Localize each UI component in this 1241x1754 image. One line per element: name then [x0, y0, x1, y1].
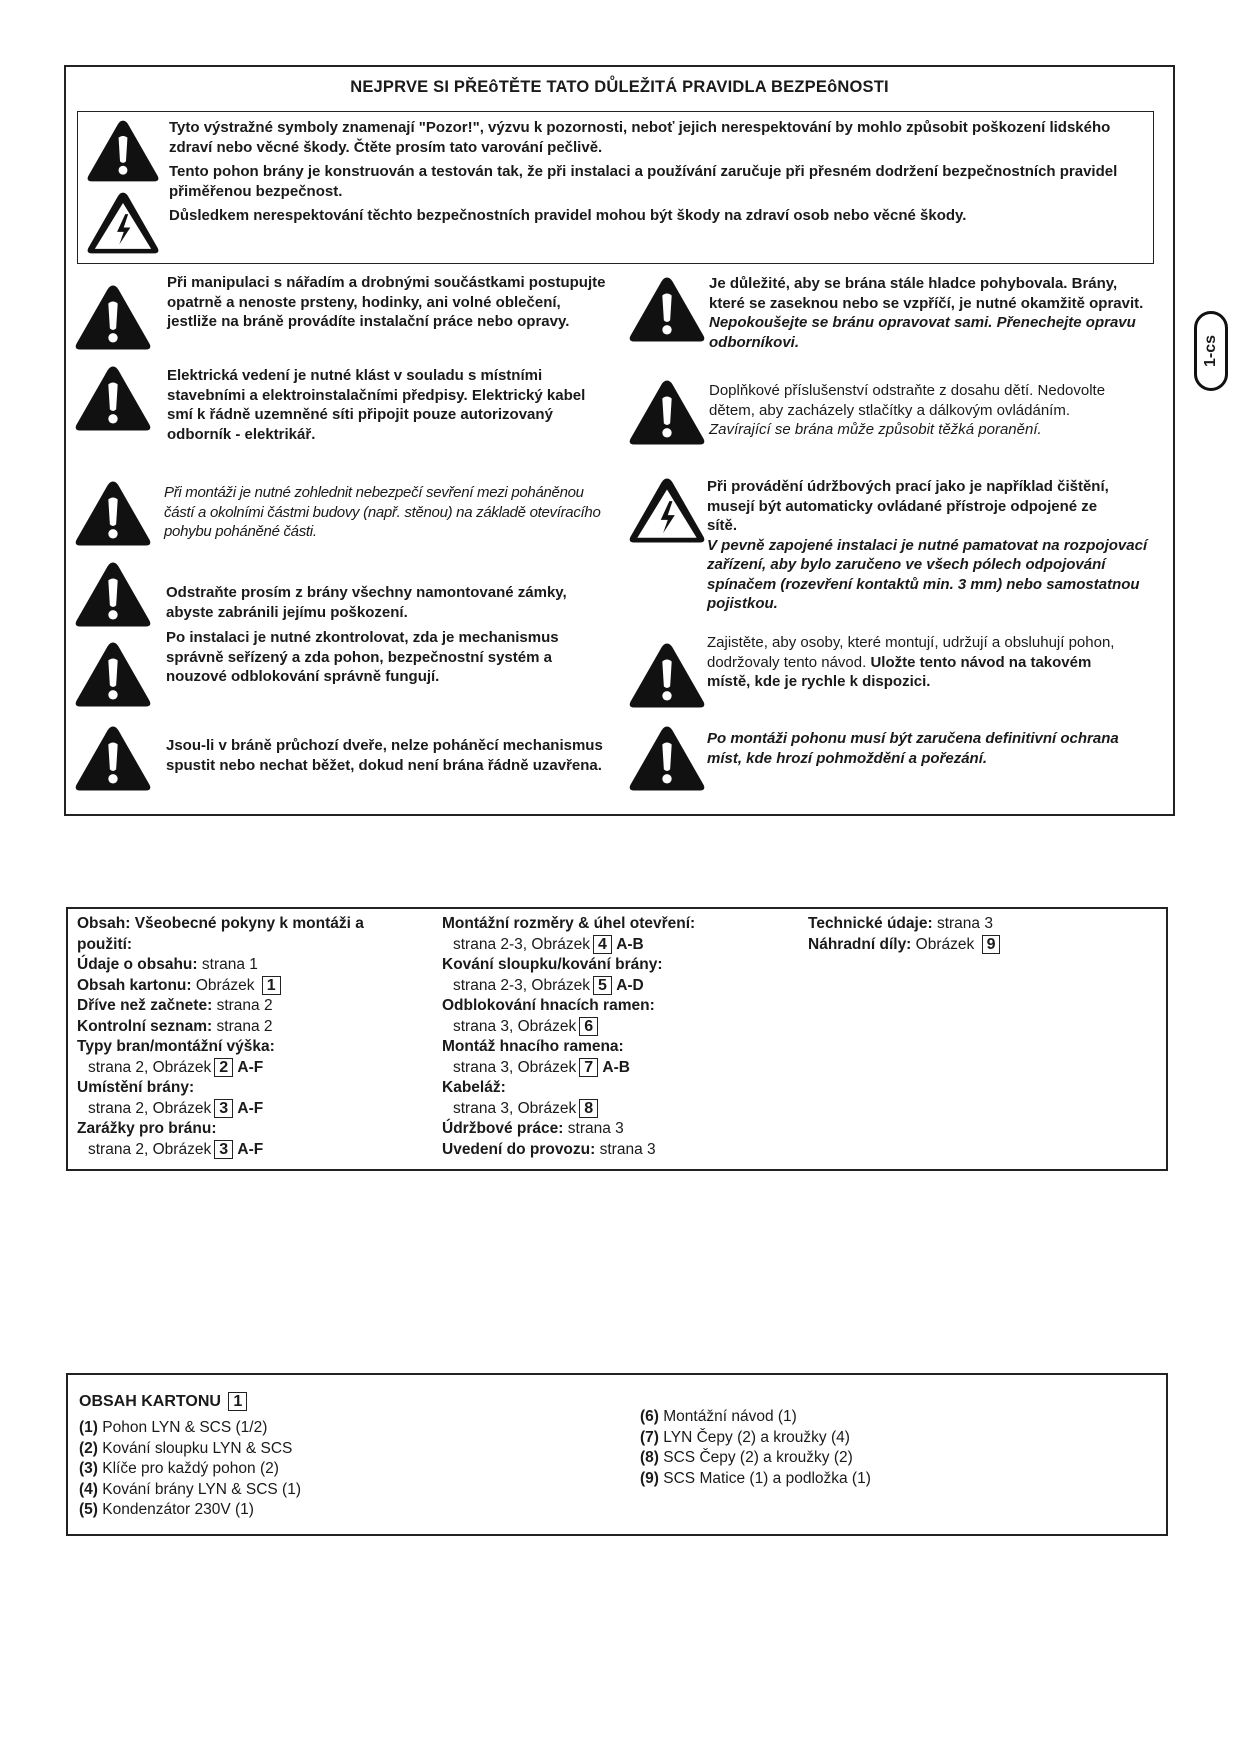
safety-intro-3: Důsledkem nerespektování těchto bezpečnostních pravidel mohou být škody na zdraví osob nebo věcné škody. — [169, 207, 967, 224]
warning-exclamation-icon — [628, 378, 706, 447]
toc-entry: Montáž hnacího ramena: — [442, 1038, 624, 1055]
figure-ref: 7 — [579, 1058, 598, 1077]
list-item: (1) Pohon LYN & SCS (1/2) — [79, 1419, 268, 1436]
figure-ref: 5 — [593, 976, 612, 995]
toc-heading-2: použití: — [77, 935, 133, 953]
toc-entry: Údaje o obsahu: strana 1 — [77, 956, 258, 973]
carton-list-right — [640, 1407, 1140, 1489]
warning-electric-icon — [86, 190, 160, 256]
warning-exclamation-icon — [74, 724, 152, 793]
safety-right-3-note: V pevně zapojené instalaci je nutné pamatovat na rozpojovací zařízení, aby bylo zaručeno ve všech pólech odpojování spínačem (rozevření kontaktů min. 3 mm) nebo samostatnou pojistkou. — [707, 536, 1148, 612]
toc-entry: Údržbové práce: strana 3 — [442, 1120, 624, 1137]
carton-list-left — [79, 1418, 579, 1521]
figure-ref: 6 — [579, 1017, 598, 1036]
toc-entry-detail: strana 3, Obrázek 8 — [442, 1099, 782, 1120]
figure-ref: 2 — [214, 1058, 233, 1077]
safety-title: NEJPRVE SI PŘEôTĚTE TATO DŮLEŽITÁ PRAVIDLA BEZPEôNOSTI — [350, 78, 889, 96]
warning-exclamation-icon — [74, 479, 152, 548]
figure-ref: 8 — [579, 1099, 598, 1118]
toc-entry-detail: strana 3, Obrázek 6 — [442, 1017, 782, 1038]
list-item: (2) Kování sloupku LYN & SCS — [79, 1439, 293, 1457]
list-item: (6) Montážní návod (1) — [640, 1408, 797, 1425]
safety-right-1 — [709, 274, 1154, 352]
toc-entry: Náhradní díly: Obrázek 9 — [808, 935, 1148, 956]
warning-exclamation-icon — [628, 641, 706, 710]
safety-right-2-note: Zavírající se brána může způsobit těžká poranění. — [709, 421, 1042, 438]
toc-col-3 — [808, 914, 1148, 955]
toc-heading: Obsah: Všeobecné pokyny k montáži a — [77, 915, 364, 932]
page-language-tab-label: 1-cs — [1202, 334, 1219, 368]
list-item: (5) Kondenzátor 230V (1) — [79, 1501, 254, 1518]
list-item: (4) Kování brány LYN & SCS (1) — [79, 1480, 301, 1498]
figure-ref: 1 — [228, 1392, 247, 1411]
toc-entry: Uvedení do provozu: strana 3 — [442, 1140, 656, 1158]
safety-left-2: Elektrická vedení je nutné klást v souladu s místními stavebními a elektroinstalačními předpisy. Elektrický kabel smí k řádně uzemněné síti připojit pouze autorizovaný odborník - elektrikář. — [167, 367, 586, 443]
toc-entry: Umístění brány: — [77, 1079, 195, 1096]
carton-title-text: OBSAH KARTONU — [79, 1393, 221, 1410]
carton-title — [79, 1392, 247, 1411]
warning-exclamation-icon — [74, 560, 152, 629]
toc-entry: Kování sloupku/kování brány: — [442, 956, 663, 973]
toc-entry: Montážní rozměry & úhel otevření: — [442, 915, 696, 932]
toc-entry-detail: strana 2-3, Obrázek 5 A-D — [453, 976, 644, 994]
figure-ref: 4 — [593, 935, 612, 954]
safety-left-3: Při montáži je nutné zohlednit nebezpečí sevření mezi poháněnou částí a okolními částmi budovy (např. stěnou) na základě otevíracího pohybu poháněné části. — [164, 484, 601, 540]
safety-left-1: Při manipulaci s nářadím a drobnými součástkami postupujte opatrně a nenoste prsteny, hodinky, ani volné oblečení, jestliže na bráně provádíte instalační práce nebo opravy. — [167, 274, 606, 330]
safety-right-3-text: Při provádění údržbových prací jako je například čištění, musejí být automaticky ovládané přístroje odpojené ze sítě. — [707, 478, 1109, 534]
safety-left-5: Po instalaci je nutné zkontrolovat, zda je mechanismus správně seřízený a zda pohon, bezpečnostní systém a nouzové odblokování správně fungují. — [166, 629, 559, 685]
toc-entry-detail: strana 2, Obrázek 3 A-F — [88, 1140, 264, 1158]
safety-right-2-text: Doplňkové příslušenství odstraňte z dosahu dětí. Nedovolte dětem, aby zacházely stlačítky a dálkovým ovládáním. — [709, 382, 1106, 419]
safety-right-5: Po montáži pohonu musí být zaručena definitivní ochrana míst, kde hrozí pohmoždění a pořezání. — [707, 730, 1119, 767]
safety-left-6: Jsou-li v bráně průchozí dveře, nelze poháněcí mechanismus spustit nebo nechat běžet, dokud není brána řádně uzavřena. — [166, 737, 603, 774]
toc-entry-detail: strana 2-3, Obrázek 4 A-B — [453, 935, 644, 953]
safety-right-4-note: Uložte tento návod na takovém místě, kde je rychle k dispozici. — [707, 653, 1092, 690]
safety-left-4: Odstraňte prosím z brány všechny namontované zámky, abyste zabránili jejímu poškození. — [166, 584, 567, 621]
toc-col-2 — [442, 914, 782, 1160]
warning-electric-icon — [628, 476, 706, 545]
toc-col-1 — [77, 914, 417, 1160]
figure-ref: 3 — [214, 1140, 233, 1159]
warning-exclamation-icon — [74, 283, 152, 352]
toc-entry: Technické údaje: strana 3 — [808, 915, 993, 932]
toc-entry-detail: strana 2, Obrázek 3 A-F — [88, 1099, 264, 1117]
toc-entry-detail: strana 3, Obrázek 7 A-B — [453, 1058, 630, 1076]
safety-intro-2: Tento pohon brány je konstruován a testován tak, že při instalaci a používání zaručuje při přesném dodržení bezpečnostních pravidel přiměřenou bezpečnost. — [169, 163, 1118, 200]
toc-entry: Obsah kartonu: Obrázek 1 — [77, 976, 417, 997]
warning-exclamation-icon — [74, 364, 152, 433]
safety-right-1-text: Je důležité, aby se brána stále hladce pohybovala. Brány, které se zaseknou nebo se vzpříčí, je nutné okamžitě opravit. — [709, 275, 1144, 312]
toc-entry: Kabeláž: — [442, 1079, 506, 1096]
warning-exclamation-icon — [86, 118, 160, 184]
toc-entry: Odblokování hnacích ramen: — [442, 997, 655, 1014]
safety-right-2 — [709, 381, 1129, 440]
safety-right-3 — [707, 477, 1167, 614]
toc-entry: Dříve než začnete: strana 2 — [77, 997, 273, 1014]
toc-entry: Zarážky pro bránu: — [77, 1120, 217, 1137]
safety-intro-1: Tyto výstražné symboly znamenají "Pozor!", výzvu k pozornosti, neboť jejich nerespektování by mohlo způsobit poškození lidského zdraví nebo věcné škody. Čtěte prosím tato varování pečlivě. — [169, 119, 1111, 156]
list-item: (7) LYN Čepy (2) a kroužky (4) — [640, 1428, 850, 1446]
warning-exclamation-icon — [628, 724, 706, 793]
figure-ref: 3 — [214, 1099, 233, 1118]
figure-ref: 9 — [982, 935, 1001, 954]
safety-right-4-text: Zajistěte, aby osoby, které montují, udržují a obsluhují pohon, dodržovaly tento návod. — [707, 634, 1115, 671]
safety-right-4 — [707, 633, 1137, 692]
safety-right-1-note: Nepokoušejte se bránu opravovat sami. Přenechejte opravu odborníkovi. — [709, 314, 1136, 351]
list-item: (9) SCS Matice (1) a podložka (1) — [640, 1469, 871, 1487]
warning-exclamation-icon — [74, 640, 152, 709]
toc-entry: Kontrolní seznam: strana 2 — [77, 1017, 273, 1035]
list-item: (8) SCS Čepy (2) a kroužky (2) — [640, 1449, 853, 1466]
warning-exclamation-icon — [628, 275, 706, 344]
toc-entry: Typy bran/montážní výška: — [77, 1038, 275, 1055]
toc-entry-detail: strana 2, Obrázek 2 A-F — [88, 1058, 264, 1076]
figure-ref: 1 — [262, 976, 281, 995]
page-language-tab — [1194, 311, 1228, 391]
list-item: (3) Klíče pro každý pohon (2) — [79, 1460, 279, 1477]
